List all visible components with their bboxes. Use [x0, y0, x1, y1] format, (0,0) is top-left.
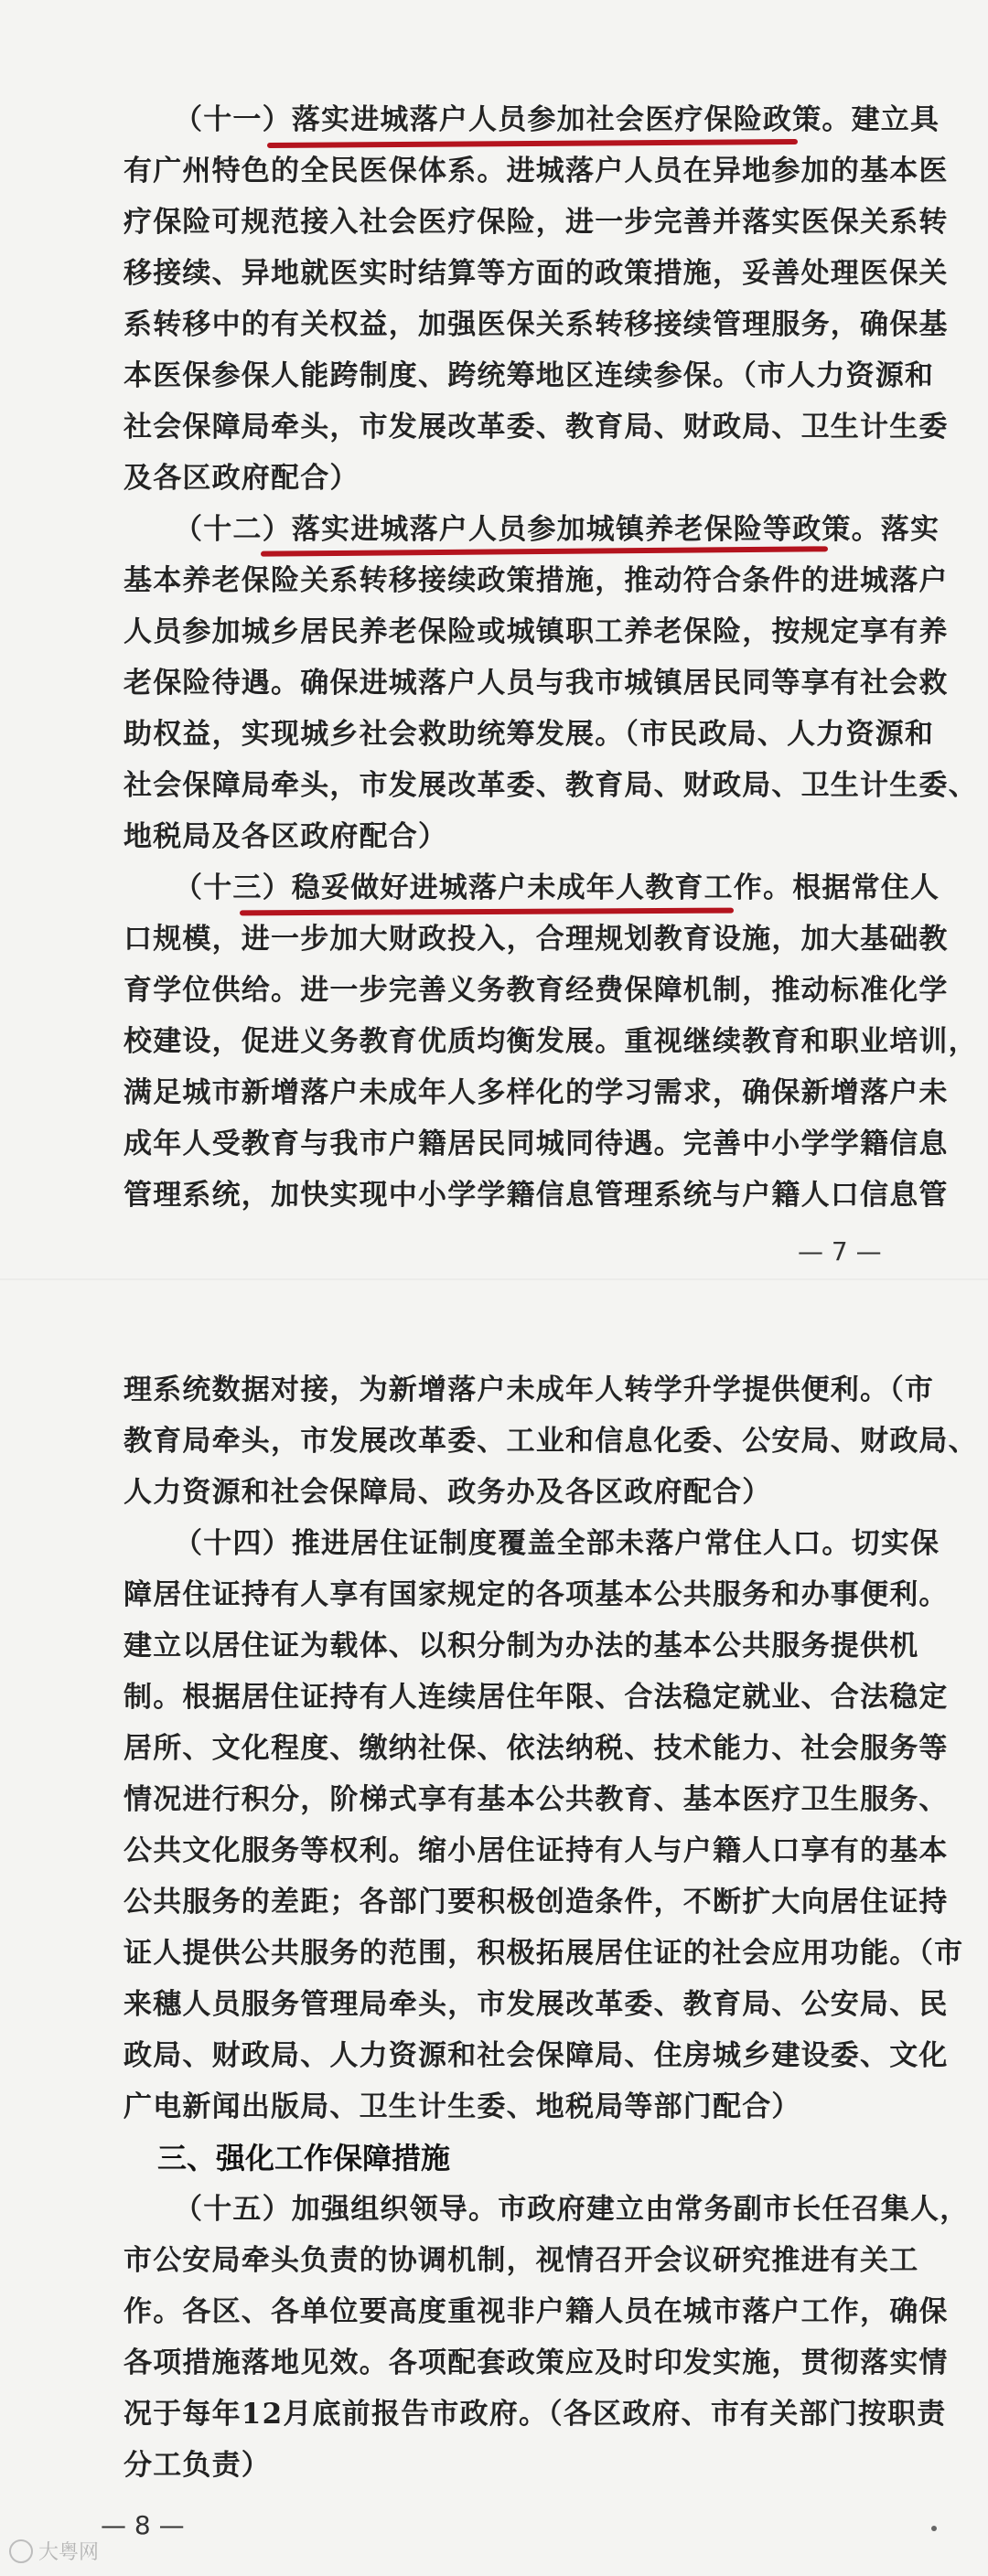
text-line: （十一）落实进城落户人员参加社会医疗保险政策。建立具: [174, 103, 940, 136]
watermark-text: 大粤网: [38, 2541, 100, 2564]
page-number: — 8 —: [101, 2510, 185, 2540]
text-line: 移接续、异地就医实时结算等方面的政策措施，妥善处理医保关: [124, 257, 949, 290]
text-line: 成年人受教育与我市户籍居民同城同待遇。完善中小学学籍信息: [124, 1128, 949, 1160]
text-line: 制。根据居住证持有人连续居住年限、合法稳定就业、合法稳定: [124, 1681, 949, 1714]
text-line: 育学位供给。进一步完善义务教育经费保障机制，推动标准化学: [124, 974, 949, 1007]
text-line: 有广州特色的全民医保体系。进城落户人员在异地参加的基本医: [124, 155, 949, 187]
text-line: 系转移中的有关权益，加强医保关系转移接续管理服务，确保基: [124, 308, 949, 341]
text-line: 口规模，进一步加大财政投入，合理规划教育设施，加大基础教: [124, 923, 949, 956]
text-line: 满足城市新增落户未成年人多样化的学习需求，确保新增落户未: [124, 1076, 949, 1109]
text-line: 人员参加城乡居民养老保险或城镇职工养老保险，按规定享有养: [124, 615, 949, 648]
text-line: 政局、财政局、人力资源和社会保障局、住房城乡建设委、文化: [124, 2039, 949, 2072]
text-line: 地税局及各区政府配合）: [124, 820, 448, 853]
scan-speck: [931, 2526, 937, 2531]
text-line: 广电新闻出版局、卫生计生委、地税局等部门配合）: [124, 2090, 801, 2123]
text-line: 人力资源和社会保障局、政务办及各区政府配合）: [124, 1476, 772, 1509]
text-line: （十五）加强组织领导。市政府建立由常务副市长任召集人，: [174, 2193, 970, 2226]
page-number: — 7 —: [798, 1236, 882, 1267]
text-line: 况于每年12月底前报告市政府。（各区政府、市有关部门按职责: [124, 2398, 947, 2431]
text-line: 建立以居住证为载体、以积分制为办法的基本公共服务提供机: [124, 1630, 919, 1662]
text-line: 管理系统，加快实现中小学学籍信息管理系统与户籍人口信息管: [124, 1179, 949, 1212]
text-line: 及各区政府配合）: [124, 462, 360, 495]
text-line: 基本养老保险关系转移接续政策措施，推动符合条件的进城落户: [124, 564, 949, 597]
text-line: 证人提供公共服务的范围，积极拓展居住证的社会应用功能。（市: [124, 1937, 964, 1970]
text-line: 公共服务的差距；各部门要积极创造条件，不断扩大向居住证持: [124, 1886, 949, 1919]
text-line: 分工负责）: [124, 2449, 271, 2482]
text-line: 理系统数据对接，为新增落户未成年人转学升学提供便利。（市: [124, 1374, 935, 1406]
text-line: （十二）落实进城落户人员参加城镇养老保险等政策。落实: [174, 513, 940, 546]
text-line: 校建设，促进义务教育优质均衡发展。重视继续教育和职业培训，: [124, 1025, 978, 1058]
text-line: 障居住证持有人享有国家规定的各项基本公共服务和办事便利。: [124, 1578, 949, 1611]
document-page-8: [0, 1280, 988, 2576]
text-line: 社会保障局牵头，市发展改革委、教育局、财政局、卫生计生委、: [124, 769, 978, 802]
section-heading: 三、强化工作保障措施: [157, 2141, 451, 2175]
text-line: 社会保障局牵头，市发展改革委、教育局、财政局、卫生计生委: [124, 411, 949, 444]
text-line: 各项措施落地见效。各项配套政策应及时印发实施，贯彻落实情: [124, 2346, 949, 2379]
text-line: 作。各区、各单位要高度重视非户籍人员在城市落户工作，确保: [124, 2295, 949, 2328]
text-line: 老保险待遇。确保进城落户人员与我市城镇居民同等享有社会救: [124, 667, 949, 700]
text-line: 助权益，实现城乡社会救助统筹发展。（市民政局、人力资源和: [124, 718, 935, 751]
watermark-logo-icon: [9, 2539, 33, 2563]
watermark: [9, 2537, 99, 2565]
text-line: 居所、文化程度、缴纳社保、依法纳税、技术能力、社会服务等: [124, 1732, 949, 1765]
text-line: （十四）推进居住证制度覆盖全部未落户常住人口。切实保: [174, 1527, 940, 1560]
text-line: 公共文化服务等权利。缩小居住证持有人与户籍人口享有的基本: [124, 1834, 949, 1867]
text-line: 本医保参保人能跨制度、跨统筹地区连续参保。（市人力资源和: [124, 359, 935, 392]
text-line: 教育局牵头，市发展改革委、工业和信息化委、公安局、财政局、: [124, 1425, 978, 1458]
text-line: 市公安局牵头负责的协调机制，视情召开会议研究推进有关工: [124, 2244, 919, 2277]
text-line: 来穗人员服务管理局牵头，市发展改革委、教育局、公安局、民: [124, 1988, 949, 2021]
text-line: 情况进行积分，阶梯式享有基本公共教育、基本医疗卫生服务、: [124, 1783, 949, 1816]
document-page-7: [0, 0, 988, 1280]
text-line: （十三）稳妥做好进城落户未成年人教育工作。根据常住人: [174, 871, 940, 904]
text-line: 疗保险可规范接入社会医疗保险，进一步完善并落实医保关系转: [124, 206, 949, 239]
